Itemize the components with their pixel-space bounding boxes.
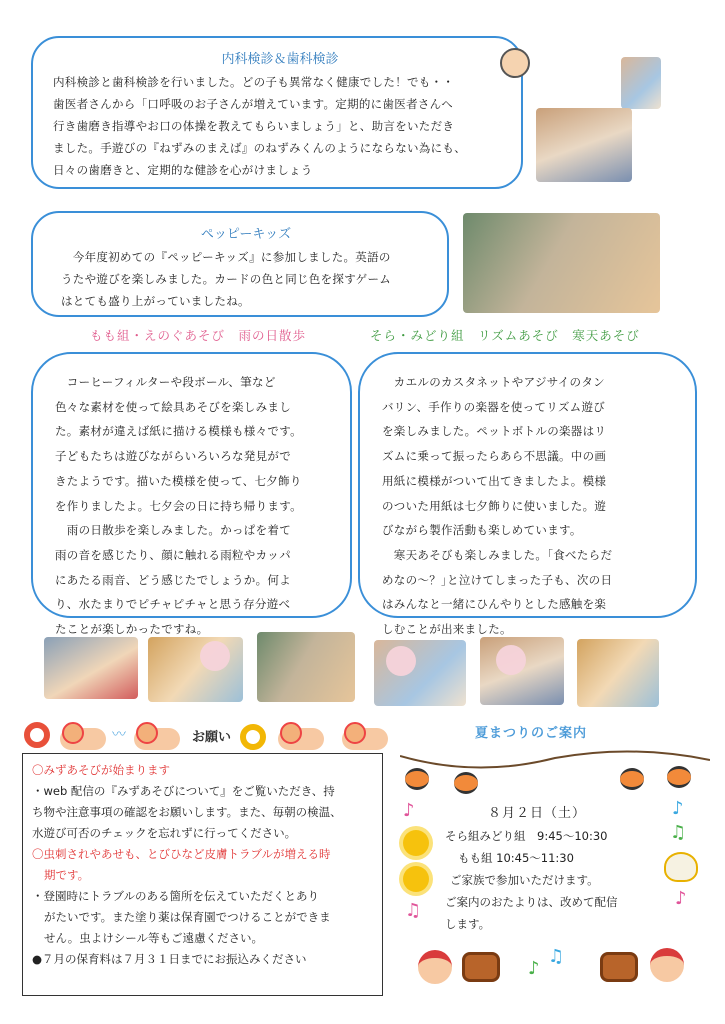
activity-photo-5 — [480, 637, 564, 705]
music-note-icon: ♪ — [403, 800, 415, 821]
summer-line: ご案内のおたよりは、改めて配信 — [445, 895, 618, 909]
summer-line: もも組 10:45～11:30 — [458, 851, 574, 865]
summer-line: ご家族で参加いただけます。 — [450, 873, 599, 887]
sora-body: カエルのカスタネットやアジサイのタン バリン、手作りの楽器を使ってリズム遊び を楽しみました。ペットボトルの楽器はリ ズムに乗って振ったらあら不思議。中の画 用紙に模様がついて出てきましたよ。模様 のついた用紙は七夕飾りに使いました。遊 びながら製作活動も楽しめています。 寒天あそびも楽しみました。｢食べたらだ めなの～？｣と泣けてしまった子も、次の日 はみんなと一緒にひんやりとした感触を楽 しむことが出来ました。 — [382, 375, 613, 637]
activity-photo-1 — [44, 637, 138, 699]
notice-line: ・web 配信の『みずあそびについて』をご覧いただき、持 — [32, 784, 335, 798]
checkup-body: 内科検診と歯科検診を行いました。どの子も異常なく健康でした！でも・・ 歯医者さんから「口呼吸のお子さんが増えています。定期的に歯医者さんへ 行き歯磨き指導やお口の体操を教えてもらいましょう」と、助言をいただき ました。手遊びの『ねずみのまえば』のねずみくんのようにならない為にも、 日々の歯磨きと、定期的な健診を心がけましょう — [53, 75, 466, 177]
lantern-icon — [454, 772, 478, 794]
summer-festival-title: 夏まつりのご案内 — [475, 726, 588, 741]
activity-photo-4 — [374, 640, 466, 706]
festival-kid-icon — [418, 950, 452, 984]
momo-section — [31, 352, 352, 637]
festival-kid-icon — [650, 948, 684, 982]
peppy-title: ペッピーキッズ — [200, 227, 292, 242]
peppy-body: 今年度初めての『ペッピーキッズ』に参加しました。英語の うたや遊びを楽しみました。カードの色と同じ色を探すゲーム はとても盛り上がっていましたね。 — [61, 250, 392, 308]
notice-line: 〇みずあそびが始まります — [32, 763, 170, 777]
activity-photo-6 — [577, 639, 659, 707]
summer-festival-date: ８月２日（土） — [488, 806, 587, 821]
lantern-rope — [400, 750, 710, 780]
notice-line: せん。虫よけシール等もご遠慮ください。 — [44, 931, 263, 945]
peppy-photo — [463, 213, 660, 313]
checkup-section — [31, 36, 523, 189]
lantern-icon — [405, 768, 429, 790]
activity-photo-3 — [257, 632, 355, 702]
notice-line: 期です。 — [44, 868, 90, 882]
swimming-kid-icon — [60, 728, 106, 750]
summer-line: そら組みどり組 9:45～10:30 — [445, 829, 608, 843]
momo-section-title: もも組・えのぐあそび 雨の日散歩 — [90, 328, 307, 343]
momo-body: コーヒーフィルターや段ボール、筆など 色々な素材を使って絵具あそびを楽しみまし た。素材が違えば紙に描ける模様も様々です。 子どもたちは遊びながらいろいろな発見がで きたようです。描いた模様を使って、七夕飾り を作りましたよ。七夕会の日に持ち帰ります。 雨の日散歩を楽しみました。かっぱを着て 雨の音を感じたり、顔に触れる雨粒やカッパ にあたる雨音、どう感じたでしょうか。何よ り、水たまりでピチャピチャと思う存分遊べ たことが楽しかったですね。 — [55, 375, 302, 637]
lantern-icon — [620, 768, 644, 790]
notice-line: ●７月の保育料は７月３１日までにお振込みください — [32, 952, 307, 966]
swim-ring-icon — [24, 722, 50, 748]
notice-line: がたいです。また塗り薬は保育園でつけることができま — [44, 910, 331, 924]
music-note-icon: ♪ — [675, 888, 687, 909]
taiko-drum-icon — [462, 952, 500, 982]
checkup-title: 内科検診＆歯科検診 — [221, 52, 339, 67]
wave-icon: 〰 — [112, 727, 126, 743]
swimming-kid-icon — [278, 728, 324, 750]
summer-line: します。 — [445, 917, 491, 931]
music-note-icon: ♫ — [548, 946, 565, 967]
notice-line: 水遊び可否のチェックを忘れずに行ってください。 — [32, 826, 297, 840]
face-mask — [496, 645, 526, 675]
uchiwa-fan-icon — [664, 852, 698, 882]
lantern-icon — [667, 766, 691, 788]
activity-photo-2 — [148, 637, 243, 702]
music-note-icon: ♫ — [670, 822, 687, 843]
sora-section-title: そら・みどり組 リズムあそび 寒天あそび — [370, 328, 640, 343]
swimming-kid-icon — [134, 728, 180, 750]
swimming-kid-icon — [342, 728, 388, 750]
music-note-icon: ♪ — [672, 798, 684, 819]
face-mask — [200, 641, 230, 671]
sora-section — [358, 352, 697, 637]
sunflower-icon — [403, 830, 429, 856]
notice-line: ち物や注意事項の確認をお願いします。また、毎朝の検温、 — [32, 805, 342, 819]
beach-ball-icon — [240, 724, 266, 750]
peppy-section — [31, 211, 449, 317]
notice-line: 〇虫刺されやあせも、とびひなど皮膚トラブルが増える時 — [32, 847, 331, 861]
music-note-icon: ♫ — [405, 900, 422, 921]
taiko-drum-icon — [600, 952, 638, 982]
checkup-photo-teddy — [621, 57, 661, 109]
notice-header — [22, 718, 402, 752]
checkup-photo-dentist — [536, 108, 632, 182]
doctor-icon — [500, 48, 530, 78]
face-mask — [386, 646, 416, 676]
notice-title: お願い — [192, 730, 232, 745]
notice-box — [22, 753, 383, 996]
sunflower-icon — [403, 866, 429, 892]
notice-line: ・登園時にトラブルのある箇所を伝えていただくとあり — [32, 889, 320, 903]
music-note-icon: ♪ — [528, 958, 540, 979]
